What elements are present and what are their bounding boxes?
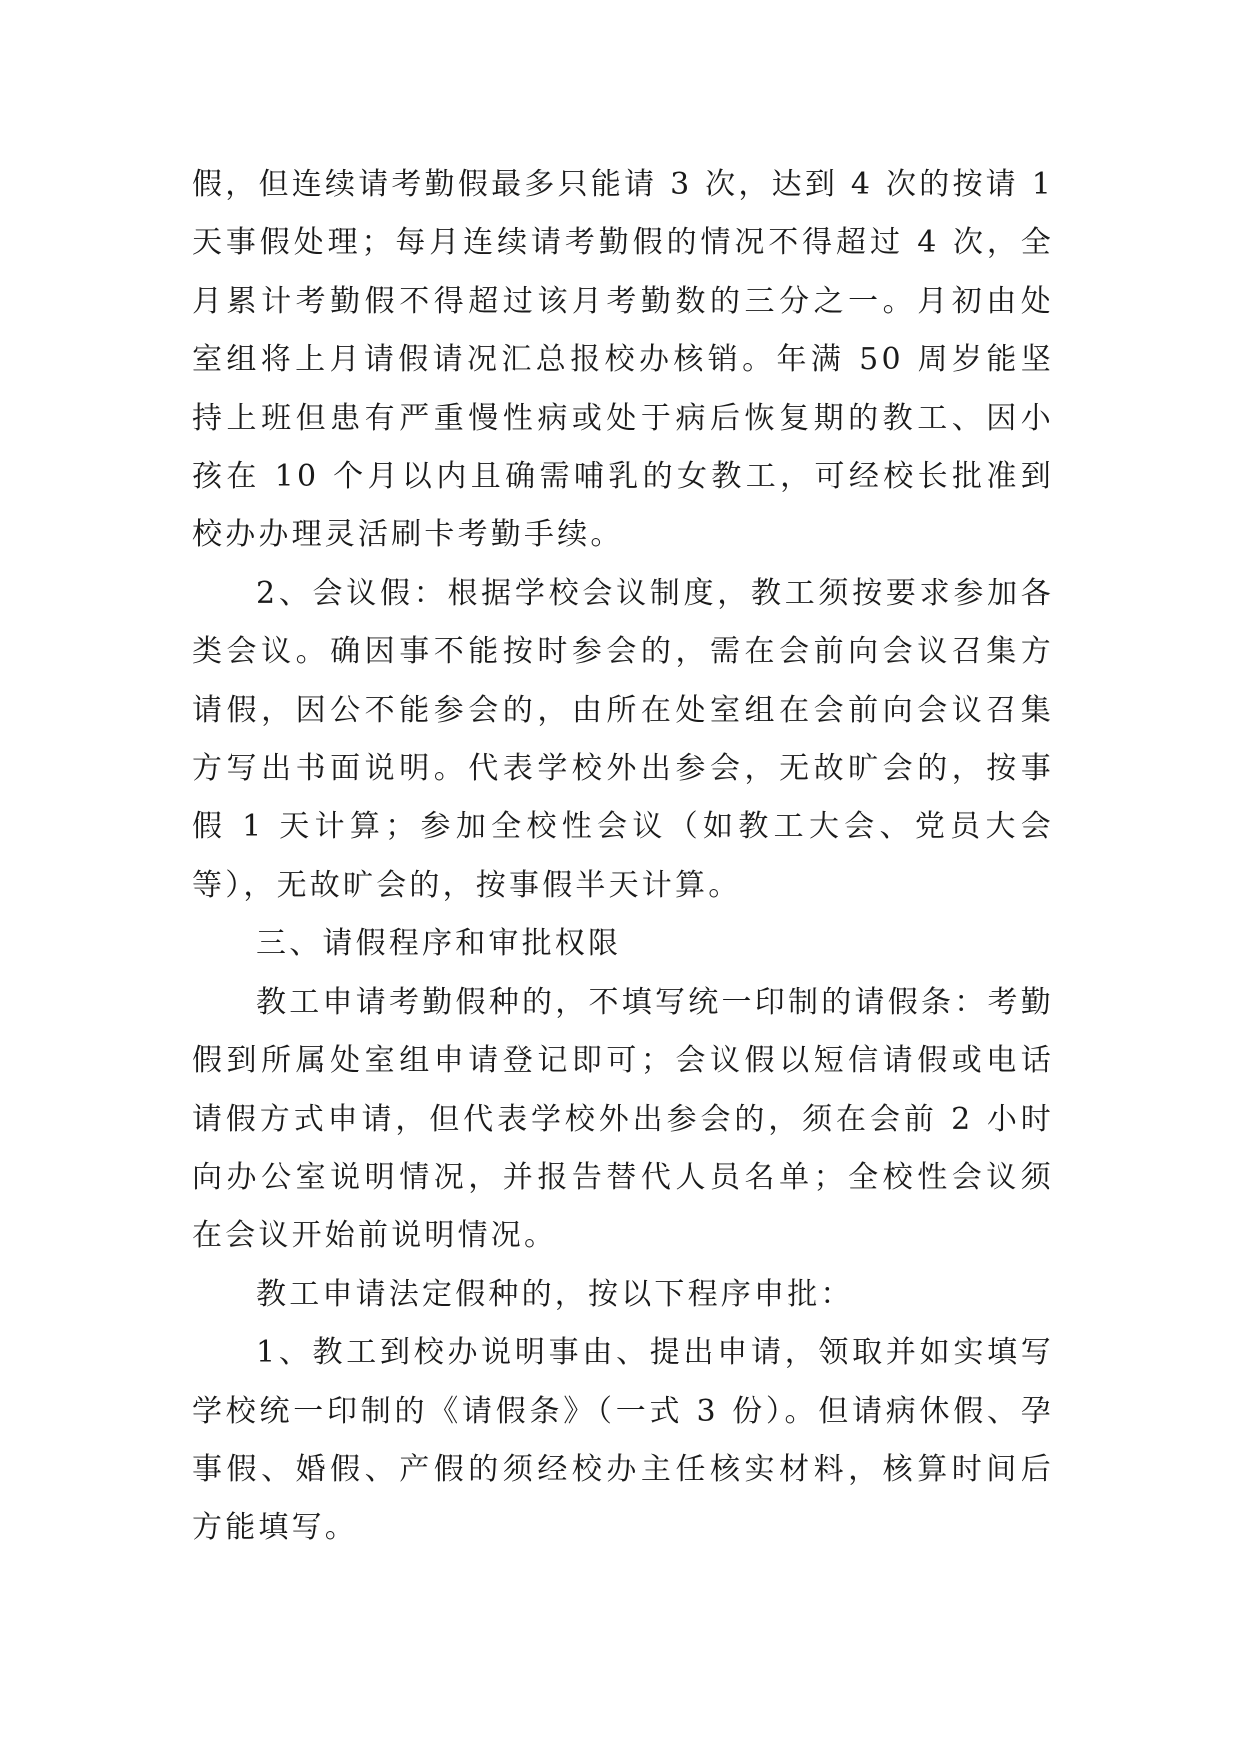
paragraph-statutory-leave-intro: 教工申请法定假种的，按以下程序申批： xyxy=(256,1276,854,1312)
paragraph-meeting-leave: 2、会议假：根据学校会议制度，教工须按要求参加各类会议。确因事不能按时参会的，需在会前向会议召集方请假，因公不能参会的，由所在处室组在会前向会议召集方写出书面说明。代表学校外出参会，无故旷会的，按事假 1 天计算；参加全校性会议（如教工大会、党员大会等），无故旷会的，按事假半天计算。 xyxy=(192,575,1054,903)
paragraph-leave-rules-continued: 假，但连续请考勤假最多只能请 3 次，达到 4 次的按请 1 天事假处理；每月连续请考勤假的情况不得超过 4 次，全月累计考勤假不得超过该月考勤数的三分之一。月初由处室组将上月请假请况汇总报校办核销。年满 50 周岁能坚持上班但患有严重慢性病或处于病后恢复期的教工、因小孩在 10 个月以内且确需哺乳的女教工，可经校长批准到校办办理灵活刷卡考勤手续。 xyxy=(192,167,1054,553)
section-heading-leave-procedure: 三、请假程序和审批权限 xyxy=(256,926,622,962)
paragraph-attendance-leave-application: 教工申请考勤假种的，不填写统一印制的请假条：考勤假到所属处室组申请登记即可；会议假以短信请假或电话请假方式申请，但代表学校外出参会的，须在会前 2 小时向办公室说明情况，并报告替代人员名单；全校性会议须在会议开始前说明情况。 xyxy=(192,984,1054,1254)
document-body xyxy=(192,156,1054,1558)
paragraph-step-one: 1、教工到校办说明事由、提出申请，领取并如实填写学校统一印制的《请假条》（一式 3 份）。但请病休假、孕事假、婚假、产假的须经校办主任核实材料，核算时间后方能填写。 xyxy=(192,1335,1054,1546)
